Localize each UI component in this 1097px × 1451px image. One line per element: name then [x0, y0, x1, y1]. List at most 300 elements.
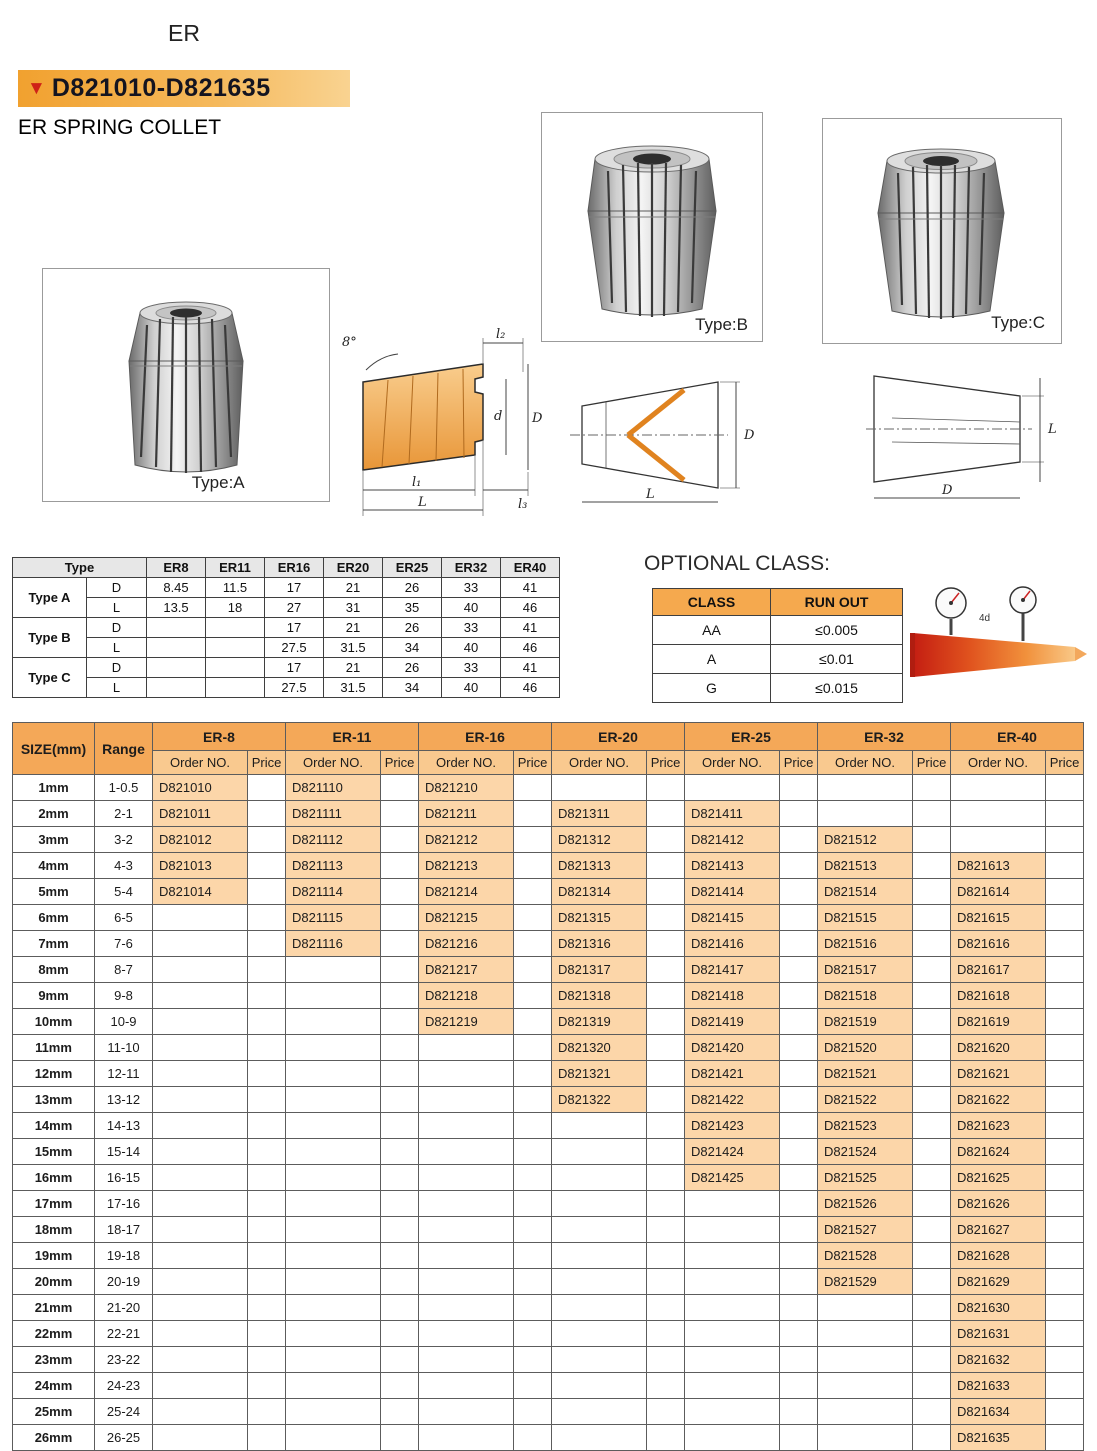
price-cell	[514, 1295, 552, 1321]
order-no-cell: D821623	[951, 1113, 1046, 1139]
d-dim-label: d	[494, 409, 503, 424]
order-no-cell	[286, 1321, 381, 1347]
order-no-cell	[685, 1191, 780, 1217]
order-no-cell	[685, 1347, 780, 1373]
range-cell: 11-10	[95, 1035, 153, 1061]
order-no-cell: D821513	[818, 853, 913, 879]
order-no-cell: D821424	[685, 1139, 780, 1165]
price-cell	[913, 1009, 951, 1035]
type-a-label: Type:A	[191, 473, 245, 492]
order-no-cell: D821628	[951, 1243, 1046, 1269]
order-table-row	[13, 1373, 1084, 1399]
dim-header-row	[13, 558, 560, 578]
order-table-row	[13, 1139, 1084, 1165]
dim-value-cell: 46	[501, 638, 560, 658]
price-cell	[780, 1373, 818, 1399]
dim-value-cell: 33	[442, 618, 501, 638]
order-no-cell: D821627	[951, 1217, 1046, 1243]
range-cell: 24-23	[95, 1373, 153, 1399]
price-cell	[913, 1347, 951, 1373]
price-cell	[381, 775, 419, 801]
price-cell	[1046, 1191, 1084, 1217]
price-cell	[514, 1087, 552, 1113]
order-no-cell	[153, 1165, 248, 1191]
price-cell	[514, 879, 552, 905]
price-cell	[780, 983, 818, 1009]
price-cell	[780, 905, 818, 931]
price-cell	[514, 1165, 552, 1191]
optional-class-table	[652, 588, 903, 703]
price-cell	[381, 1399, 419, 1425]
price-cell	[381, 801, 419, 827]
price-cell	[780, 827, 818, 853]
order-no-cell: D821415	[685, 905, 780, 931]
size-cell: 17mm	[13, 1191, 95, 1217]
dim-value-cell: 40	[442, 678, 501, 698]
order-no-cell	[818, 1321, 913, 1347]
order-no-cell: D821322	[552, 1087, 647, 1113]
type-a-photo-box	[42, 268, 330, 502]
price-cell	[913, 1269, 951, 1295]
order-table-row	[13, 1061, 1084, 1087]
order-no-cell	[153, 1295, 248, 1321]
order-table-row	[13, 1295, 1084, 1321]
price-cell	[248, 1087, 286, 1113]
price-cell	[381, 879, 419, 905]
order-no-cell	[419, 1373, 514, 1399]
type-c-l-dim-label: L	[1048, 422, 1057, 437]
price-cell	[913, 957, 951, 983]
price-cell	[248, 1347, 286, 1373]
price-cell	[1046, 1347, 1084, 1373]
price-cell	[1046, 1295, 1084, 1321]
price-cell	[248, 1269, 286, 1295]
runout-cell: ≤0.005	[771, 616, 903, 645]
order-no-cell: D821423	[685, 1113, 780, 1139]
size-cell: 14mm	[13, 1113, 95, 1139]
dim-row	[13, 618, 560, 638]
order-no-cell: D821626	[951, 1191, 1046, 1217]
price-cell	[913, 1321, 951, 1347]
dim-value-cell: 46	[501, 678, 560, 698]
class-header-row	[653, 589, 903, 616]
order-number-table	[12, 722, 1084, 1451]
size-cell: 19mm	[13, 1243, 95, 1269]
dim-value-cell: 11.5	[206, 578, 265, 598]
order-no-cell	[286, 1061, 381, 1087]
dim-value-cell: 21	[324, 618, 383, 638]
price-cell	[647, 1321, 685, 1347]
price-cell	[913, 1373, 951, 1399]
price-cell	[381, 957, 419, 983]
order-no-cell	[153, 1217, 248, 1243]
order-no-cell: D821010	[153, 775, 248, 801]
type-b-photo-box	[541, 112, 763, 342]
price-cell	[381, 1347, 419, 1373]
price-cell	[1046, 1087, 1084, 1113]
range-cell: 23-22	[95, 1347, 153, 1373]
order-no-cell	[153, 1425, 248, 1451]
order-no-cell: D821115	[286, 905, 381, 931]
order-no-cell: D821620	[951, 1035, 1046, 1061]
order-table-row	[13, 1399, 1084, 1425]
dim-er-header: ER32	[442, 558, 501, 578]
runout-cell: ≤0.015	[771, 674, 903, 703]
dim-value-cell: 27.5	[265, 638, 324, 658]
order-no-cell: D821420	[685, 1035, 780, 1061]
order-no-header: Order NO.	[685, 751, 780, 775]
order-no-cell	[552, 1139, 647, 1165]
order-table-row	[13, 983, 1084, 1009]
dim-value-cell	[147, 658, 206, 678]
main-sub-header-row	[13, 751, 1084, 775]
type-c-collet-image	[823, 119, 1061, 341]
size-cell: 18mm	[13, 1217, 95, 1243]
price-cell	[381, 1165, 419, 1191]
order-table-row	[13, 801, 1084, 827]
price-cell	[647, 1165, 685, 1191]
dim-value-cell: 27	[265, 598, 324, 618]
order-no-cell: D821112	[286, 827, 381, 853]
size-cell: 22mm	[13, 1321, 95, 1347]
order-no-cell	[153, 1087, 248, 1113]
dim-row	[13, 658, 560, 678]
order-no-cell	[818, 1347, 913, 1373]
price-cell	[514, 1009, 552, 1035]
order-no-cell	[552, 1217, 647, 1243]
order-table-row	[13, 879, 1084, 905]
price-cell	[381, 1087, 419, 1113]
price-header: Price	[913, 751, 951, 775]
order-no-cell: D821419	[685, 1009, 780, 1035]
price-header: Price	[780, 751, 818, 775]
order-no-cell	[286, 1087, 381, 1113]
order-no-cell: D821413	[685, 853, 780, 879]
price-cell	[381, 853, 419, 879]
price-cell	[514, 1269, 552, 1295]
price-cell	[913, 1139, 951, 1165]
price-cell	[780, 775, 818, 801]
order-no-cell	[286, 1139, 381, 1165]
size-cell: 13mm	[13, 1087, 95, 1113]
order-table-row	[13, 1113, 1084, 1139]
order-no-cell: D821422	[685, 1087, 780, 1113]
order-no-cell	[419, 1243, 514, 1269]
order-table-row	[13, 1321, 1084, 1347]
order-table-row	[13, 1087, 1084, 1113]
order-table-row	[13, 1035, 1084, 1061]
range-cell: 15-14	[95, 1139, 153, 1165]
order-no-cell	[153, 1139, 248, 1165]
er-group-header: ER-25	[685, 723, 818, 751]
price-cell	[514, 1347, 552, 1373]
price-cell	[780, 1009, 818, 1035]
price-cell	[248, 1373, 286, 1399]
price-cell	[1046, 853, 1084, 879]
order-no-cell	[818, 1295, 913, 1321]
price-cell	[647, 1399, 685, 1425]
type-c-photo-box	[822, 118, 1062, 344]
big-l-dim-label: L	[418, 495, 427, 510]
order-no-cell: D821318	[552, 983, 647, 1009]
dimensions-table	[12, 557, 560, 698]
order-no-cell	[419, 1087, 514, 1113]
price-cell	[913, 1165, 951, 1191]
price-header: Price	[647, 751, 685, 775]
order-no-cell	[419, 1113, 514, 1139]
order-table-row	[13, 931, 1084, 957]
price-cell	[514, 1243, 552, 1269]
size-cell: 20mm	[13, 1269, 95, 1295]
order-no-cell	[419, 1191, 514, 1217]
dim-value-cell: 31	[324, 598, 383, 618]
order-no-cell: D821317	[552, 957, 647, 983]
order-no-cell	[818, 1425, 913, 1451]
order-no-cell	[419, 1399, 514, 1425]
order-no-cell	[153, 931, 248, 957]
dim-value-cell: 26	[383, 658, 442, 678]
angle-dim-label: 8°	[342, 335, 357, 350]
order-no-cell	[552, 1425, 647, 1451]
order-no-cell	[685, 1373, 780, 1399]
order-no-cell: D821217	[419, 957, 514, 983]
order-no-cell	[951, 801, 1046, 827]
order-table-row	[13, 957, 1084, 983]
price-cell	[1046, 879, 1084, 905]
price-cell	[647, 957, 685, 983]
order-no-cell	[951, 775, 1046, 801]
price-cell	[248, 1035, 286, 1061]
order-no-cell: D821414	[685, 879, 780, 905]
price-cell	[1046, 905, 1084, 931]
size-cell: 25mm	[13, 1399, 95, 1425]
size-cell: 1mm	[13, 775, 95, 801]
price-cell	[248, 1191, 286, 1217]
series-label: ER	[168, 20, 200, 46]
order-no-cell	[552, 1191, 647, 1217]
dim-value-cell: 8.45	[147, 578, 206, 598]
price-cell	[647, 931, 685, 957]
order-no-cell	[286, 1217, 381, 1243]
price-cell	[248, 1295, 286, 1321]
price-cell	[248, 1243, 286, 1269]
price-cell	[514, 1399, 552, 1425]
dim-l-label-cell: L	[87, 638, 147, 658]
price-cell	[780, 853, 818, 879]
order-no-cell: D821525	[818, 1165, 913, 1191]
dim-value-cell: 17	[265, 578, 324, 598]
order-no-cell: D821210	[419, 775, 514, 801]
er-group-header: ER-20	[552, 723, 685, 751]
price-cell	[1046, 1399, 1084, 1425]
order-no-cell: D821515	[818, 905, 913, 931]
order-no-cell: D821215	[419, 905, 514, 931]
price-cell	[647, 983, 685, 1009]
range-cell: 2-1	[95, 801, 153, 827]
range-cell: 8-7	[95, 957, 153, 983]
price-cell	[514, 1373, 552, 1399]
price-cell	[913, 853, 951, 879]
price-cell	[381, 1295, 419, 1321]
banner-triangle-icon: ▼	[27, 77, 46, 99]
range-cell: 1-0.5	[95, 775, 153, 801]
order-no-cell: D821634	[951, 1399, 1046, 1425]
l3-dim-label: l₃	[518, 497, 528, 512]
size-cell: 4mm	[13, 853, 95, 879]
main-group-header-row	[13, 723, 1084, 751]
dim-l-label-cell: L	[87, 678, 147, 698]
price-cell	[248, 801, 286, 827]
size-cell: 24mm	[13, 1373, 95, 1399]
price-cell	[780, 1295, 818, 1321]
order-no-cell	[552, 1243, 647, 1269]
type-c-d-dim-label: D	[942, 483, 953, 498]
order-no-cell	[552, 1269, 647, 1295]
dim-value-cell: 31.5	[324, 678, 383, 698]
price-cell	[1046, 1113, 1084, 1139]
order-no-cell: D821635	[951, 1425, 1046, 1451]
dim-value-cell: 26	[383, 578, 442, 598]
price-cell	[248, 853, 286, 879]
price-header: Price	[248, 751, 286, 775]
price-cell	[1046, 957, 1084, 983]
dim-type-cell: Type A	[13, 578, 87, 618]
range-cell: 10-9	[95, 1009, 153, 1035]
price-cell	[248, 1139, 286, 1165]
er-group-header: ER-40	[951, 723, 1084, 751]
order-no-cell	[685, 775, 780, 801]
size-cell: 11mm	[13, 1035, 95, 1061]
price-cell	[1046, 775, 1084, 801]
order-no-cell	[286, 1191, 381, 1217]
price-cell	[1046, 1009, 1084, 1035]
order-no-cell: D821315	[552, 905, 647, 931]
order-no-cell	[153, 1035, 248, 1061]
price-cell	[913, 983, 951, 1009]
price-cell	[1046, 931, 1084, 957]
order-no-cell: D821014	[153, 879, 248, 905]
order-table-row	[13, 1347, 1084, 1373]
size-cell: 8mm	[13, 957, 95, 983]
order-no-cell: D821519	[818, 1009, 913, 1035]
dim-row	[13, 598, 560, 618]
price-cell	[514, 1191, 552, 1217]
price-cell	[381, 1139, 419, 1165]
order-no-cell	[951, 827, 1046, 853]
order-no-cell: D821213	[419, 853, 514, 879]
order-no-cell: D821528	[818, 1243, 913, 1269]
order-no-cell	[286, 1399, 381, 1425]
order-no-header: Order NO.	[951, 751, 1046, 775]
price-cell	[780, 1269, 818, 1295]
dim-value-cell	[206, 618, 265, 638]
order-table-row	[13, 1425, 1084, 1451]
price-cell	[381, 1009, 419, 1035]
order-no-cell: D821619	[951, 1009, 1046, 1035]
order-no-cell: D821013	[153, 853, 248, 879]
order-no-cell: D821219	[419, 1009, 514, 1035]
dim-value-cell: 31.5	[324, 638, 383, 658]
price-cell	[1046, 983, 1084, 1009]
order-no-cell: D821524	[818, 1139, 913, 1165]
price-cell	[381, 1373, 419, 1399]
price-cell	[248, 1217, 286, 1243]
price-cell	[780, 1087, 818, 1113]
dim-value-cell: 26	[383, 618, 442, 638]
price-cell	[381, 1061, 419, 1087]
price-cell	[1046, 1061, 1084, 1087]
order-no-cell	[685, 1243, 780, 1269]
price-cell	[248, 983, 286, 1009]
price-cell	[1046, 801, 1084, 827]
range-cell: 22-21	[95, 1321, 153, 1347]
dim-value-cell: 33	[442, 658, 501, 678]
model-range-banner	[18, 70, 350, 107]
order-no-cell	[552, 1399, 647, 1425]
price-cell	[647, 1269, 685, 1295]
order-no-cell: D821632	[951, 1347, 1046, 1373]
size-cell: 6mm	[13, 905, 95, 931]
price-cell	[647, 1243, 685, 1269]
price-cell	[647, 1009, 685, 1035]
order-no-cell	[552, 1373, 647, 1399]
price-cell	[1046, 1425, 1084, 1451]
price-cell	[514, 1217, 552, 1243]
price-cell	[1046, 1139, 1084, 1165]
dim-value-cell: 13.5	[147, 598, 206, 618]
order-no-header: Order NO.	[818, 751, 913, 775]
order-no-cell: D821633	[951, 1373, 1046, 1399]
order-no-cell: D821615	[951, 905, 1046, 931]
order-no-cell	[685, 1217, 780, 1243]
price-cell	[780, 1425, 818, 1451]
order-no-cell	[286, 1009, 381, 1035]
price-cell	[514, 1425, 552, 1451]
dim-row	[13, 678, 560, 698]
range-cell: 17-16	[95, 1191, 153, 1217]
dim-row	[13, 578, 560, 598]
order-no-cell	[419, 1295, 514, 1321]
price-cell	[1046, 1321, 1084, 1347]
price-cell	[647, 905, 685, 931]
dim-value-cell	[206, 678, 265, 698]
dim-value-cell	[147, 618, 206, 638]
order-no-cell: D821418	[685, 983, 780, 1009]
price-cell	[780, 1113, 818, 1139]
order-no-cell	[419, 1165, 514, 1191]
order-no-cell	[552, 1165, 647, 1191]
price-cell	[913, 1035, 951, 1061]
size-cell: 9mm	[13, 983, 95, 1009]
order-no-cell	[419, 1269, 514, 1295]
price-cell	[248, 827, 286, 853]
price-cell	[647, 1087, 685, 1113]
order-no-cell: D821516	[818, 931, 913, 957]
price-cell	[1046, 1373, 1084, 1399]
order-no-cell	[153, 1243, 248, 1269]
class-row	[653, 616, 903, 645]
price-cell	[913, 1113, 951, 1139]
price-cell	[647, 1347, 685, 1373]
price-cell	[647, 1191, 685, 1217]
order-no-cell	[153, 1061, 248, 1087]
order-no-cell	[818, 1399, 913, 1425]
size-cell: 10mm	[13, 1009, 95, 1035]
dim-value-cell: 41	[501, 658, 560, 678]
dim-type-cell: Type C	[13, 658, 87, 698]
order-no-cell	[286, 1373, 381, 1399]
order-no-cell	[153, 1113, 248, 1139]
